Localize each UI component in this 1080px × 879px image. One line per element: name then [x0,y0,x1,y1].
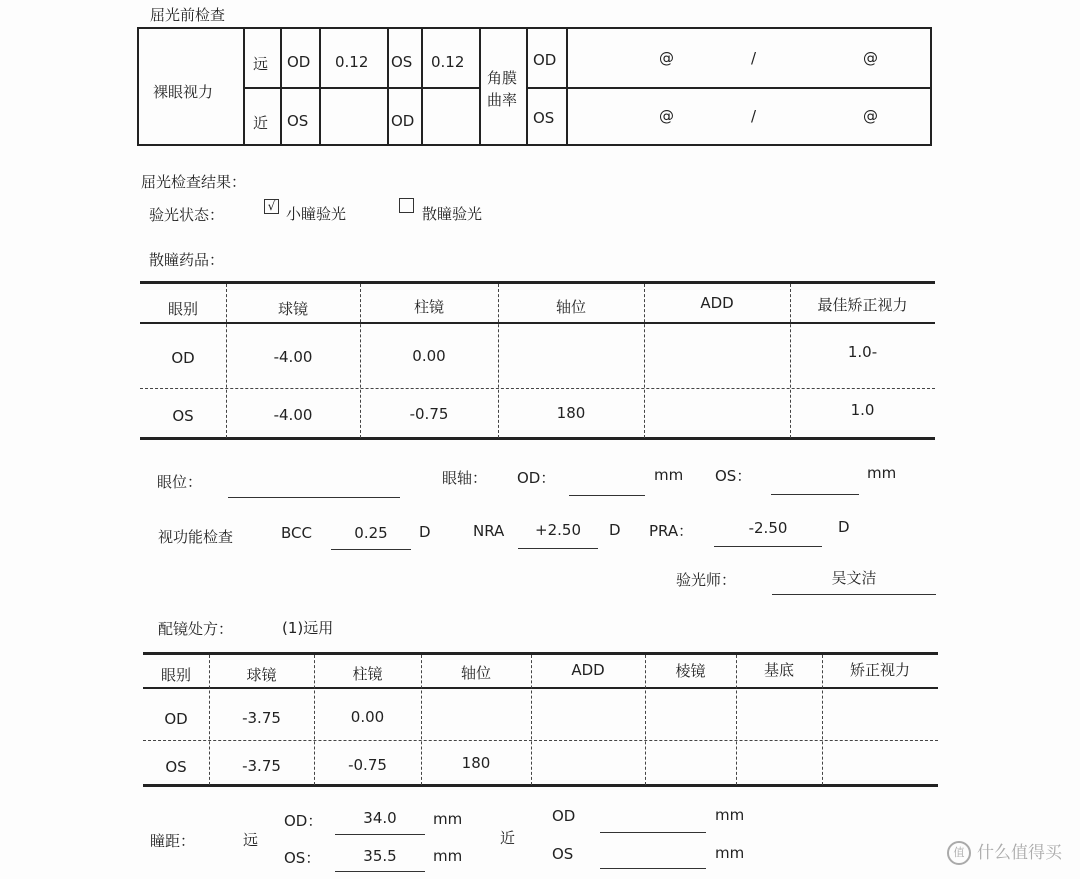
optometrist-name: 吴文洁 [831,569,877,587]
table-row-os-bcva: 1.0 [850,401,875,419]
prescription-header-eye: 眼别 [160,666,191,684]
pd-near-os-field[interactable] [600,868,706,869]
pd-near-od-unit: mm [715,806,745,824]
watermark [947,838,1062,865]
prescription-header-base: 基底 [763,661,794,679]
cornea-label-1: 角膜 [487,69,518,87]
cornea-label-2: 曲率 [487,91,518,109]
pd-far-od-field[interactable] [335,834,425,835]
eye-position-field[interactable] [228,497,400,498]
nra-field[interactable] [518,548,598,549]
near-os-label: OS [287,112,309,130]
eye-axis-os-label: OS： [715,467,752,485]
near-od-label: OD [391,112,415,130]
refraction-state-label: 验光状态： [149,206,225,224]
pd-near-od-field[interactable] [600,832,706,833]
eye-axis-os-field[interactable] [771,494,859,495]
dilated-pupil-checkbox[interactable] [399,198,414,213]
cornea-os-label: OS [533,109,555,127]
prescription-row-os-sphere: -3.75 [242,757,281,775]
near-label: 近 [253,114,269,132]
pd-far-os-value: 35.5 [363,847,397,865]
prescription-header-sphere: 球镜 [246,666,277,684]
dilated-pupil-label: 散瞳验光 [422,205,483,223]
pd-far-os-label: OS： [284,849,321,867]
eye-axis-od-label: OD： [517,469,556,487]
eye-axis-label: 眼轴： [442,469,488,487]
pd-near-os-label: OS [552,845,574,863]
far-od-value: 0.12 [335,53,369,71]
eye-axis-od-field[interactable] [569,495,645,496]
cornea-os-at-2: @ [863,107,878,125]
small-pupil-label: 小瞳验光 [286,205,347,223]
bcc-field[interactable] [331,549,411,550]
table-row-os-eye: OS [172,407,194,425]
pd-far-od-label: OD： [284,812,323,830]
prescription-row-od-eye: OD [164,710,188,728]
naked-vision-label: 裸眼视力 [153,83,214,101]
refraction-header-axis: 轴位 [555,298,586,316]
pd-near-od-label: OD [552,807,576,825]
optometrist-label: 验光师： [676,571,737,589]
pd-near-os-unit: mm [715,844,745,862]
pd-label: 瞳距： [150,832,196,850]
far-os-value: 0.12 [431,53,465,71]
cornea-os-at-1: @ [659,107,674,125]
prescription-label: 配镜处方： [158,620,234,638]
prescription-header-add: ADD [571,661,605,679]
prescription-header-cylinder: 柱镜 [352,665,383,683]
cornea-os-slash: / [751,107,757,125]
pd-far-od-unit: mm [433,810,463,828]
pra-field[interactable] [714,546,822,547]
pd-near-label: 近 [500,829,516,847]
table-row-os-sphere: -4.00 [273,406,313,424]
bcc-label: BCC [281,524,312,542]
refraction-header-sphere: 球镜 [277,300,308,318]
far-od-label: OD [287,53,311,71]
eye-position-label: 眼位： [157,473,203,491]
pre-exam-table [137,27,932,146]
cornea-od-slash: / [751,49,757,67]
refraction-header-add: ADD [700,294,734,312]
nra-label: NRA [473,522,505,540]
prescription-type: (1)远用 [282,619,334,637]
refraction-header-eye: 眼别 [167,300,198,318]
small-pupil-checkbox[interactable]: √ [264,199,279,214]
table-row-os-axis: 180 [556,404,586,422]
function-test-label: 视功能检查 [158,528,234,546]
watermark-logo-icon: 值 [947,841,971,865]
pd-far-label: 远 [243,831,259,849]
table-row-os-cylinder: -0.75 [409,405,449,423]
cornea-od-at-1: @ [659,49,674,67]
pra-label: PRA： [649,522,694,540]
prescription-row-od-cylinder: 0.00 [350,708,385,726]
refraction-header-bcva: 最佳矫正视力 [817,296,908,314]
bcc-unit: D [419,523,431,541]
pd-far-od-value: 34.0 [363,809,397,827]
result-title: 屈光检查结果： [141,173,247,191]
section-title-pre-exam: 屈光前检查 [150,6,226,24]
cornea-od-at-2: @ [863,49,878,67]
pd-far-os-field[interactable] [335,871,425,872]
bcc-value: 0.25 [354,524,388,542]
pra-unit: D [838,518,850,536]
pra-value: -2.50 [748,519,788,537]
dilation-drug-label: 散瞳药品： [149,251,225,269]
table-row-od-eye: OD [171,349,195,367]
prescription-header-axis: 轴位 [460,664,491,682]
refraction-header-cylinder: 柱镜 [413,298,444,316]
far-os-label: OS [391,53,413,71]
nra-unit: D [609,521,621,539]
prescription-row-os-cylinder: -0.75 [348,756,387,774]
nra-value: +2.50 [535,521,581,539]
table-row-od-cylinder: 0.00 [412,347,446,365]
eye-axis-od-unit: mm [654,466,684,484]
table-row-od-sphere: -4.00 [273,348,313,366]
table-row-od-bcva: 1.0- [847,343,878,361]
optometrist-field[interactable] [772,594,936,595]
prescription-header-va: 矫正视力 [849,661,910,679]
cornea-od-label: OD [533,51,557,69]
prescription-row-od-sphere: -3.75 [242,709,281,727]
watermark-text: 什么值得买 [977,843,1062,863]
prescription-row-os-eye: OS [165,758,187,776]
pd-far-os-unit: mm [433,847,463,865]
far-label: 远 [253,55,269,73]
prescription-row-os-axis: 180 [461,754,491,772]
prescription-header-prism: 棱镜 [675,662,706,680]
eye-axis-os-unit: mm [867,464,897,482]
